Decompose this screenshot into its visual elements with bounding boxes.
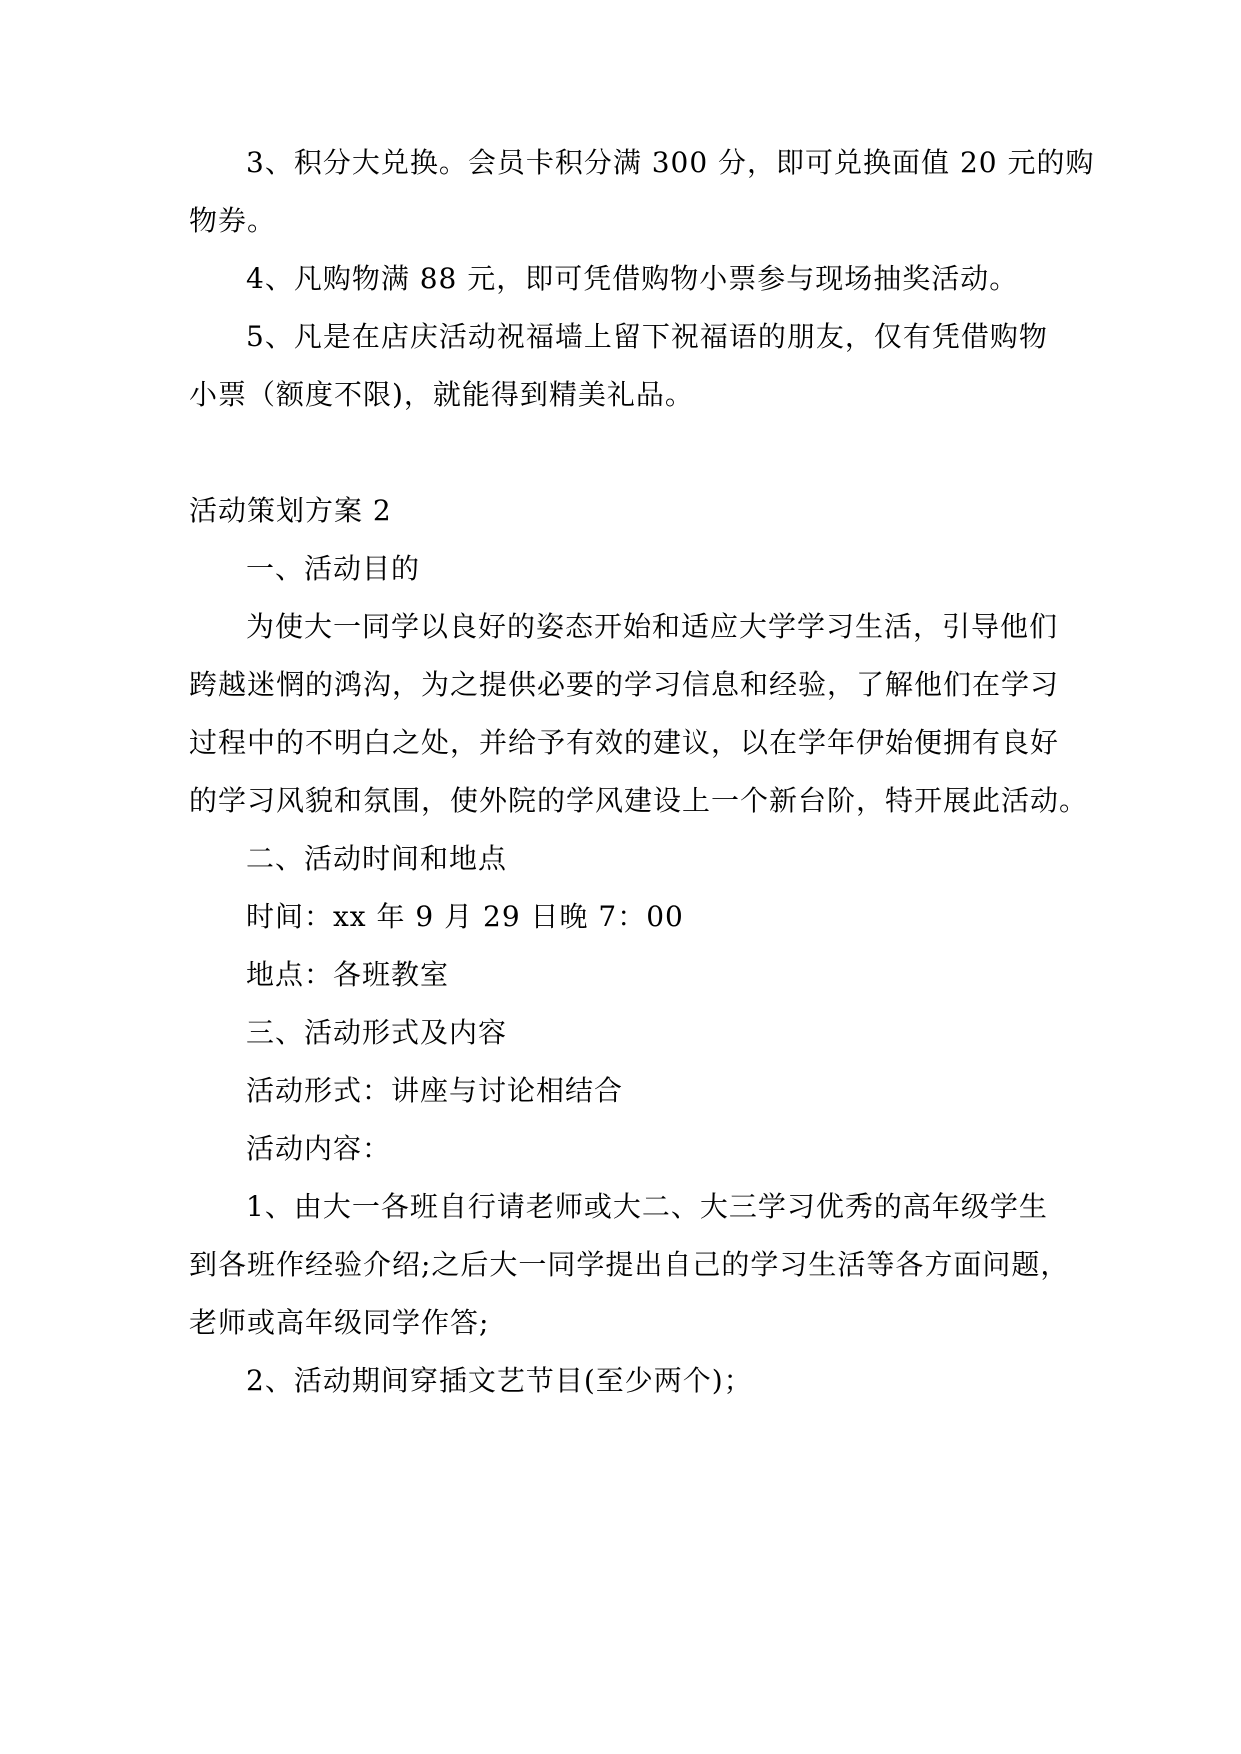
paragraph-line: 到各班作经验介绍;之后大一同学提出自己的学习生活等各方面问题， [189, 1248, 1070, 1281]
paragraph-line: 1、由大一各班自行请老师或大二、大三学习优秀的高年级学生 [246, 1190, 1048, 1223]
time-line: 时间：xx 年 9 月 29 日晚 7：00 [246, 900, 684, 933]
paragraph-line: 小票（额度不限)，就能得到精美礼品。 [189, 378, 694, 411]
form-line: 活动形式：讲座与讨论相结合 [246, 1074, 624, 1107]
paragraph-line: 老师或高年级同学作答; [189, 1306, 490, 1339]
content-label: 活动内容： [246, 1132, 392, 1165]
paragraph-line: 2、活动期间穿插文艺节目(至少两个)； [246, 1364, 753, 1397]
heading-purpose: 一、活动目的 [246, 552, 421, 585]
paragraph-line: 3、积分大兑换。会员卡积分满 300 分，即可兑换面值 20 元的购 [246, 146, 1095, 179]
section-title: 活动策划方案 2 [189, 494, 392, 527]
paragraph-line: 4、凡购物满 88 元，即可凭借购物小票参与现场抽奖活动。 [246, 262, 1019, 295]
paragraph-line: 过程中的不明白之处，并给予有效的建议，以在学年伊始便拥有良好 [189, 726, 1060, 759]
paragraph-line: 物券。 [189, 204, 277, 237]
paragraph-line: 为使大一同学以良好的姿态开始和适应大学学习生活，引导他们 [246, 610, 1059, 643]
heading-form-content: 三、活动形式及内容 [246, 1016, 508, 1049]
place-line: 地点：各班教室 [246, 958, 450, 991]
paragraph-line: 5、凡是在店庆活动祝福墙上留下祝福语的朋友，仅有凭借购物 [246, 320, 1048, 353]
heading-time-place: 二、活动时间和地点 [246, 842, 508, 875]
paragraph-line: 的学习风貌和氛围，使外院的学风建设上一个新台阶，特开展此活动。 [189, 784, 1089, 817]
paragraph-line: 跨越迷惘的鸿沟，为之提供必要的学习信息和经验，了解他们在学习 [189, 668, 1060, 701]
